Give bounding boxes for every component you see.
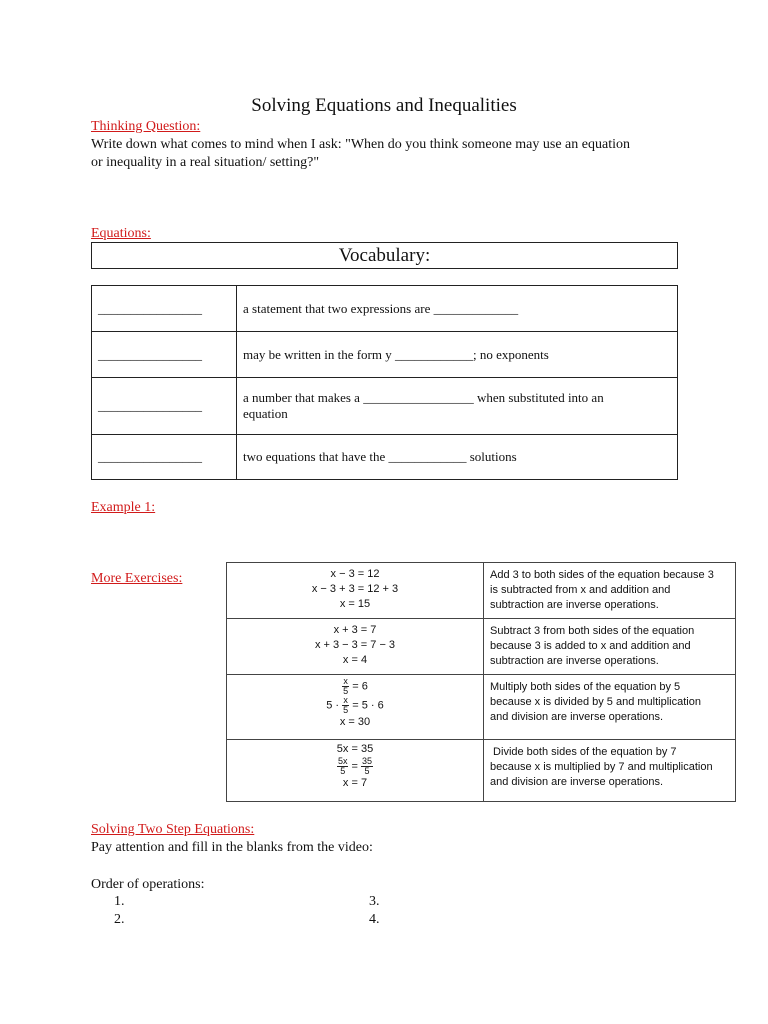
- math-line: x − 3 = 12: [330, 568, 380, 580]
- math-text: =: [351, 760, 358, 773]
- math-text: = 5 · 6: [352, 699, 384, 712]
- table-row: [227, 619, 736, 675]
- vocab-blank: ________________: [92, 332, 237, 378]
- desc-line: Divide both sides of the equation by 7: [490, 746, 677, 758]
- exercise-description: [484, 740, 736, 802]
- vocab-definition: [237, 378, 678, 435]
- order-of-operations-label: Order of operations:: [91, 877, 205, 892]
- math-text: 5 ·: [326, 699, 340, 712]
- desc-line: because x is divided by 5 and multiplication: [490, 696, 701, 708]
- math-text: = 6: [352, 680, 368, 693]
- vocab-definition: two equations that have the ____________ solutions: [237, 435, 678, 480]
- fraction: $\frac{x}{5}$: [343, 695, 349, 715]
- table-row: [227, 675, 736, 740]
- vocab-definition: may be written in the form y ____________; no exponents: [237, 332, 678, 378]
- desc-line: because x is multiplied by 7 and multiplication: [490, 761, 713, 773]
- exercise-description: [484, 619, 736, 675]
- desc-line: Multiply both sides of the equation by 5: [490, 681, 681, 693]
- thinking-line-2: or inequality in a real situation/ setting?": [91, 155, 320, 170]
- exercise-description: [484, 675, 736, 740]
- fraction: $\frac{x}{5}$: [343, 676, 349, 696]
- table-row: [92, 435, 678, 480]
- math-line: x − 3 + 3 = 12 + 3: [311, 583, 399, 595]
- fraction: $\frac{5x}{5}$: [337, 756, 348, 776]
- exercise-math: [227, 675, 484, 740]
- exercises-table: [226, 562, 736, 802]
- desc-line: Subtract 3 from both sides of the equation: [490, 625, 695, 637]
- table-row: [227, 740, 736, 802]
- desc-line: Add 3 to both sides of the equation because 3: [490, 569, 714, 581]
- desc-line: because 3 is added to x and addition and: [490, 640, 691, 652]
- order-item-1: 1.: [114, 894, 125, 909]
- two-step-instruction: Pay attention and fill in the blanks from the video:: [91, 840, 373, 855]
- thinking-line-1: Write down what comes to mind when I ask: "When do you think someone may use an equation: [91, 137, 630, 152]
- fraction: $\frac{35}{5}$: [362, 756, 373, 776]
- math-line: x = 15: [339, 598, 371, 610]
- vocabulary-heading: Vocabulary:: [91, 242, 678, 269]
- math-line: [228, 677, 482, 696]
- vocab-definition-line-1: a number that makes a _________________ when substituted into an: [243, 390, 604, 405]
- exercise-math: [227, 740, 484, 802]
- math-line: x = 30: [339, 716, 371, 728]
- page-title: Solving Equations and Inequalities: [251, 95, 517, 116]
- exercise-description: [484, 563, 736, 619]
- equations-heading: Equations:: [91, 226, 151, 241]
- desc-line: and division are inverse operations.: [490, 711, 664, 723]
- order-item-4: 4.: [369, 912, 380, 927]
- math-line: [228, 696, 482, 715]
- vocabulary-table: [91, 285, 678, 480]
- math-line: x = 4: [342, 654, 368, 666]
- exercise-math: [227, 563, 484, 619]
- math-line: [228, 757, 482, 776]
- desc-line: subtraction are inverse operations.: [490, 655, 659, 667]
- more-exercises-heading: More Exercises:: [91, 571, 183, 586]
- table-row: [92, 378, 678, 435]
- exercise-math: [227, 619, 484, 675]
- math-line: x = 7: [342, 777, 368, 789]
- example-1-heading: Example 1:: [91, 500, 156, 515]
- two-step-heading: Solving Two Step Equations:: [91, 822, 255, 837]
- math-line: 5x = 35: [336, 743, 374, 755]
- table-row: [227, 563, 736, 619]
- vocab-blank: ________________: [92, 286, 237, 332]
- desc-line: subtraction are inverse operations.: [490, 599, 659, 611]
- table-row: [92, 332, 678, 378]
- vocab-definition: a statement that two expressions are _____________: [237, 286, 678, 332]
- vocab-definition-line-2: equation: [243, 406, 288, 421]
- order-item-3: 3.: [369, 894, 380, 909]
- vocab-blank: ________________: [92, 378, 237, 435]
- vocab-blank: ________________: [92, 435, 237, 480]
- desc-line: and division are inverse operations.: [490, 776, 664, 788]
- table-row: [92, 286, 678, 332]
- math-line: x + 3 − 3 = 7 − 3: [314, 639, 396, 651]
- thinking-heading: Thinking Question:: [91, 119, 201, 134]
- math-line: x + 3 = 7: [333, 624, 377, 636]
- desc-line: is subtracted from x and addition and: [490, 584, 671, 596]
- order-item-2: 2.: [114, 912, 125, 927]
